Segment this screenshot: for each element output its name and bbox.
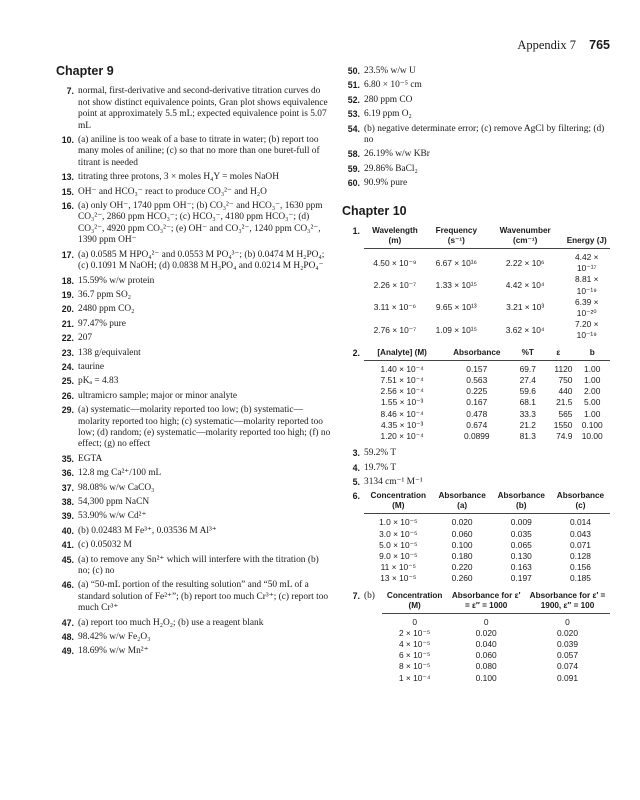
answer-item: [56, 511, 332, 522]
answer-item: [56, 376, 332, 387]
table-cell: 0.225: [466, 386, 488, 397]
answer-text: normal, first-derivative and second-derivative titration curves do not show distinct equivalence points, Gran plot shows equivalence point at approximately 5.5 mL; expected equivalence point is 5.07 mL: [78, 86, 328, 131]
table-cell: 0.065: [510, 539, 532, 550]
table-cell: 0: [483, 616, 489, 627]
answer-text: (b) negative determinate error; (c) remove AgCl by filtering; (d) no: [364, 123, 605, 146]
table-cell: 1.55 × 10⁻³: [380, 397, 424, 408]
table-row: [364, 431, 610, 442]
answer-number: 3.: [352, 448, 360, 459]
answer-text: (a) “50-mL portion of the resulting solution” and “50 mL of a standard solution of Fe²⁺”; (b) report too much Cr³⁺; (c) report too much Cr³⁺: [78, 580, 329, 614]
left-column: [56, 66, 332, 661]
table-cell: 0.039: [557, 638, 578, 649]
answer-text: taurine: [78, 361, 105, 372]
analyte-table: [364, 348, 610, 442]
answer-item: [56, 290, 332, 301]
answer-1: [342, 226, 612, 342]
table-cell: 8 × 10⁻⁵: [398, 661, 431, 672]
table-row: [364, 375, 610, 386]
answer-text: 15.59% w/w protein: [78, 275, 155, 286]
chapter-9-answers-continued: [342, 66, 612, 190]
column-header: Absorbance (c): [551, 491, 610, 514]
table-cell: 0.057: [557, 650, 578, 661]
table-row: [364, 360, 610, 375]
column-header: Wavelength (m): [364, 226, 426, 249]
chapter-10-title: Chapter 10: [342, 203, 407, 218]
table-cell: 1.20 × 10⁻⁴: [380, 430, 424, 441]
table-cell: 5.00: [584, 397, 601, 408]
answer-number: 48.: [61, 632, 74, 643]
column-header: Energy (J): [563, 226, 610, 249]
table-cell: 81.3: [519, 430, 536, 441]
table-cell: 1.33 × 10¹⁵: [435, 280, 478, 291]
answer-number: 22.: [61, 333, 74, 344]
answer-item: [56, 580, 332, 614]
table-cell: 0.060: [475, 650, 497, 661]
answer-text: 19.7% T: [364, 462, 397, 473]
answer-text: 207: [78, 333, 93, 344]
answer-number: 6.: [352, 491, 360, 502]
answer-number: 2.: [352, 347, 360, 358]
answer-7: [342, 591, 612, 684]
answer-item: [342, 80, 612, 91]
table-row: [364, 420, 610, 431]
answer-number: 47.: [61, 617, 74, 628]
page-number: 765: [589, 38, 610, 52]
answer-number: 49.: [61, 646, 74, 657]
table-row: [382, 613, 610, 628]
table-cell: 1.0 × 10⁻⁵: [379, 517, 418, 528]
table-row: [382, 628, 610, 639]
answer-item: [56, 526, 332, 537]
answer-number: 13.: [61, 172, 74, 183]
answer-number: 7.: [352, 590, 360, 601]
table-cell: 0.563: [466, 374, 488, 385]
chapter-10-short-answers: [342, 448, 612, 488]
answer-item: [56, 391, 332, 402]
table-cell: 0.100: [475, 672, 497, 683]
column-header: Absorbance for ε′ = ε″ = 1000: [447, 591, 525, 614]
answer-number: 4.: [352, 462, 360, 473]
column-header: b: [574, 348, 610, 361]
answer-text: 6.80 × 10⁻⁵ cm: [364, 80, 422, 91]
table-cell: 1120: [554, 363, 573, 374]
table-cell: 9.65 × 10¹³: [435, 302, 477, 313]
answer-item: [56, 405, 332, 451]
table-cell: 27.4: [519, 374, 536, 385]
answer-number: 50.: [347, 66, 360, 76]
table-cell: 0.167: [466, 397, 488, 408]
answer-text: pKₐ = 4.83: [78, 376, 119, 387]
table-cell: 750: [558, 374, 573, 385]
answer-text: (a) report too much H₂O₂; (b) use a reagent blank: [78, 617, 264, 628]
answer-text: 29.86% BaCl₂: [364, 163, 418, 174]
table-row: [382, 673, 610, 684]
table-cell: 0.035: [510, 528, 532, 539]
table-cell: 0.020: [475, 627, 497, 638]
table-cell: 2 × 10⁻⁵: [398, 627, 431, 638]
answer-6: [342, 491, 612, 584]
answer-number: 38.: [61, 497, 74, 507]
answer-number: 23.: [61, 347, 74, 358]
table-row: [364, 562, 610, 573]
table-cell: 0.128: [569, 550, 591, 561]
answer-number: 54.: [347, 123, 360, 134]
answer-text: (c) 0.05032 M: [78, 540, 132, 551]
answer-text: 2480 ppm CO₂: [78, 304, 135, 315]
table-cell: 5.0 × 10⁻⁵: [379, 539, 418, 550]
answer-text: 54,300 ppm NaCN: [78, 497, 150, 507]
answer-number: 37.: [61, 482, 74, 493]
answer-number: 19.: [61, 289, 74, 300]
table-cell: 0: [565, 616, 570, 627]
answer-number: 26.: [61, 390, 74, 401]
table-cell: 0.197: [510, 573, 532, 584]
answer-item: [56, 135, 332, 169]
answer-number: 36.: [61, 468, 74, 479]
answer-item: [56, 250, 332, 273]
answer-number: 51.: [347, 80, 360, 91]
table-cell: 0.130: [510, 550, 532, 561]
answer-item: [342, 477, 612, 488]
table-cell: 0.071: [569, 539, 591, 550]
answer-item: [342, 164, 612, 175]
answer-number: 5.: [352, 476, 360, 487]
answer-text: 97.47% pure: [78, 318, 126, 329]
answer-text: 26.19% w/w KBr: [364, 149, 430, 160]
table-cell: 59.6: [519, 386, 536, 397]
table-cell: 1.09 × 10¹⁵: [435, 324, 478, 335]
answer-number: 18.: [61, 275, 74, 286]
table-cell: 6 × 10⁻⁵: [398, 650, 431, 661]
table-cell: 0.060: [451, 528, 473, 539]
answer-number: 60.: [347, 178, 360, 189]
table-cell: 33.3: [519, 408, 536, 419]
answer-text: 90.9% pure: [364, 178, 408, 189]
answer-item: [56, 86, 332, 132]
answer-item: [56, 540, 332, 551]
table-row: [364, 540, 610, 551]
table-row: [364, 386, 610, 397]
answer-number: 10.: [61, 135, 74, 146]
column-header: Absorbance (b): [492, 491, 551, 514]
table-row: [364, 319, 610, 341]
answer-item: [56, 187, 332, 198]
answer-text: (b) 0.02483 M Fe³⁺, 0.03536 M Al³⁺: [78, 525, 217, 536]
table-cell: 565: [558, 408, 573, 419]
table-row: [364, 274, 610, 296]
table-cell: 2.76 × 10⁻⁷: [373, 324, 417, 335]
answer-text: 98.42% w/w Fe₂O₃: [78, 632, 151, 643]
table-row: [364, 573, 610, 584]
answer-text: 3134 cm⁻¹ M⁻¹: [364, 476, 423, 487]
answer-number: 29.: [61, 405, 74, 416]
column-header: Concentration (M): [382, 591, 447, 614]
table-cell: 0.100: [581, 419, 603, 430]
answer-number: 24.: [61, 361, 74, 372]
answer-number: 35.: [61, 453, 74, 464]
answer-item: [342, 124, 612, 147]
table-cell: 0.185: [569, 573, 591, 584]
table-row: [364, 551, 610, 562]
answer-number: 7.: [66, 86, 74, 97]
answer-item: [56, 646, 332, 657]
column-header: Wavenumber (cm⁻¹): [487, 226, 564, 249]
answer-number: 58.: [347, 149, 360, 160]
answer-item: [56, 618, 332, 629]
answer-item: [56, 319, 332, 330]
answer-text: (a) 0.0585 M HPO₄²⁻ and 0.0553 M PO₄³⁻; (b) 0.0474 M H₂PO₄; (c) 0.1091 M NaOH; (d) 0.0838 M H₃PO₄ and 0.0214 M H₂PO₄⁻: [78, 249, 325, 272]
column-header: ε: [542, 348, 574, 361]
table-cell: 0.157: [466, 363, 488, 374]
answer-number: 40.: [61, 525, 74, 536]
answer-item: [342, 95, 612, 106]
table-cell: 7.20 × 10⁻¹⁹: [574, 319, 599, 341]
table-cell: 0: [412, 616, 417, 627]
answer-text: (a) to remove any Sn²⁺ which will interfere with the titration (b) no; (c) no: [78, 554, 319, 577]
table-cell: 3.0 × 10⁻⁵: [379, 528, 418, 539]
answer-text: 23.5% w/w U: [364, 66, 416, 76]
answer-item: [56, 632, 332, 643]
table-cell: 0.0899: [463, 430, 490, 441]
table-cell: 4.50 × 10⁻⁹: [373, 257, 417, 268]
column-header: [Analyte] (M): [364, 348, 440, 361]
table-cell: 0.091: [557, 672, 578, 683]
table-cell: 4.42 × 10⁻¹⁷: [574, 252, 599, 274]
table-cell: 4 × 10⁻⁵: [398, 638, 431, 649]
answer-item: [342, 109, 612, 120]
table-cell: 6.67 × 10¹⁶: [435, 257, 477, 268]
page-header: [517, 38, 610, 53]
answer-text: ultramicro sample; major or minor analyte: [78, 390, 238, 401]
table-cell: 9.0 × 10⁻⁵: [379, 550, 418, 561]
answer-text: EGTA: [78, 453, 103, 464]
answer-text: (a) aniline is too weak of a base to titrate in water; (b) report too many moles of aniline; (c) so that no more than one buret-full of titrant is needed: [78, 135, 320, 168]
column-header: Frequency (s⁻¹): [426, 226, 487, 249]
table-row: [382, 650, 610, 661]
table-cell: 0.478: [466, 408, 488, 419]
answer-text: 6.19 ppm O₂: [364, 109, 412, 120]
answer-number: 17.: [61, 249, 74, 260]
answer-text: 18.69% w/w Mn²⁺: [78, 646, 149, 657]
answer-number: 53.: [347, 109, 360, 120]
column-header: Absorbance for ε′ = 1900, ε″ = 100: [525, 591, 610, 614]
absorbance-table: [382, 591, 610, 684]
table-cell: 2.56 × 10⁻⁴: [380, 386, 424, 397]
answer-text: OH⁻ and HCO₃⁻ react to produce CO₃²⁻ and H₂O: [78, 186, 267, 197]
table-cell: 21.2: [519, 419, 536, 430]
table-cell: 68.1: [519, 397, 536, 408]
wavelength-table: [364, 226, 610, 342]
answer-number: 16.: [61, 201, 74, 212]
answer-number: 45.: [61, 554, 74, 565]
answer-text: (a) only OH⁻, 1740 ppm OH⁻; (b) CO₃²⁻ and HCO₃⁻, 1630 ppm CO₃²⁻, 2860 ppm HCO₃⁻; (c) HCO₃⁻, 4180 ppm HCO₃⁻; (d) CO₃²⁻, 4920 ppm CO₃²⁻; (e) OH⁻ and CO₃²⁻, 1240 ppm CO₃²⁻, 1390 ppm OH⁻: [78, 201, 323, 246]
answer-text: 53.90% w/w Cd²⁺: [78, 511, 147, 522]
table-cell: 3.21 × 10³: [506, 302, 545, 313]
table-cell: 69.7: [519, 363, 536, 374]
column-header: Absorbance: [440, 348, 513, 361]
answer-item: [56, 454, 332, 465]
table-row: [382, 639, 610, 650]
table-cell: 0.163: [510, 562, 532, 573]
table-cell: 1.40 × 10⁻⁴: [380, 363, 424, 374]
column-header: Absorbance (a): [433, 491, 492, 514]
answer-item: [56, 172, 332, 183]
answer-number: 39.: [61, 511, 74, 522]
answer-number: 46.: [61, 580, 74, 591]
answer-text: 59.2% T: [364, 448, 397, 459]
answer-number: 15.: [61, 186, 74, 197]
table-cell: 8.81 × 10⁻¹⁹: [574, 274, 599, 296]
answer-text: 98.08% w/w CaCO₃: [78, 482, 155, 493]
table-cell: 0.674: [466, 419, 488, 430]
answer-item: [56, 348, 332, 359]
concentration-table: [364, 491, 610, 584]
answer-text: 280 ppm CO: [364, 94, 413, 105]
table-cell: 1.00: [584, 408, 601, 419]
answer-text: (a) systematic—molarity reported too low; (b) systematic—molarity reported too high; (c) systematic—molarity reported too low; (d) random; (e) systematic—molarity reported too high; (f) no effect; (g) no effect: [78, 405, 331, 450]
table-cell: 10.00: [581, 430, 603, 441]
answer-number: 21.: [61, 318, 74, 329]
answer-item: [342, 463, 612, 474]
chapter-9-title: Chapter 9: [56, 64, 114, 78]
answer-item: [56, 483, 332, 494]
table-cell: 1.00: [584, 363, 601, 374]
answer-number: 59.: [347, 163, 360, 174]
table-cell: 2.26 × 10⁻⁷: [373, 280, 417, 291]
table-cell: 0.080: [475, 661, 497, 672]
answer-item: [342, 178, 612, 189]
answer-item: [56, 362, 332, 373]
table-cell: 2.00: [584, 386, 601, 397]
answer-text: 12.8 mg Ca²⁺/100 mL: [78, 468, 162, 479]
table-row: [364, 397, 610, 408]
answer-number: 1.: [352, 226, 360, 237]
right-column: [342, 66, 612, 690]
answer-item: [56, 555, 332, 578]
answer-number: 41.: [61, 540, 74, 551]
column-header: %T: [513, 348, 542, 361]
answer-text: 36.7 ppm SO₂: [78, 289, 132, 300]
table-cell: 13 × 10⁻⁵: [380, 573, 417, 584]
table-cell: 440: [558, 386, 573, 397]
table-cell: 3.62 × 10⁴: [505, 324, 545, 335]
answer-item: [56, 304, 332, 315]
table-cell: 11 × 10⁻⁵: [380, 562, 417, 573]
answer-item: [56, 468, 332, 479]
table-cell: 1.00: [584, 374, 601, 385]
table-cell: 1 × 10⁻⁴: [398, 672, 431, 683]
table-cell: 0.074: [557, 661, 578, 672]
answer-item: [56, 497, 332, 508]
table-cell: 0.009: [510, 517, 532, 528]
table-cell: 0.020: [451, 517, 473, 528]
answer-item: [56, 201, 332, 247]
answer-item: [342, 448, 612, 459]
table-cell: 8.46 × 10⁻⁴: [380, 408, 424, 419]
answer-number: 20.: [61, 304, 74, 315]
table-cell: 0.100: [451, 539, 473, 550]
answer-text: titrating three protons, 3 × moles H₄Y = moles NaOH: [78, 172, 279, 183]
answer-item: [56, 276, 332, 287]
answer-part: (b): [364, 590, 375, 601]
running-head: Appendix 7: [517, 38, 577, 52]
table-row: [382, 661, 610, 672]
table-cell: 4.35 × 10⁻³: [380, 419, 424, 430]
answer-text: 138 g/equivalent: [78, 347, 141, 358]
table-row: [364, 249, 610, 275]
table-cell: 7.51 × 10⁻⁴: [380, 374, 424, 385]
table-cell: 0.020: [557, 627, 578, 638]
table-cell: 0.156: [569, 562, 591, 573]
table-row: [364, 529, 610, 540]
table-cell: 6.39 × 10⁻²⁰: [574, 296, 599, 319]
table-cell: 74.9: [556, 430, 573, 441]
answer-number: 52.: [347, 94, 360, 105]
table-cell: 3.11 × 10⁻⁶: [373, 302, 417, 313]
column-header: Concentration (M): [364, 491, 433, 514]
chapter-9-answers: [56, 86, 332, 657]
table-cell: 0.220: [451, 562, 473, 573]
table-cell: 4.42 × 10⁴: [505, 280, 545, 291]
table-cell: 0.040: [475, 638, 497, 649]
table-cell: 0.180: [451, 550, 473, 561]
table-cell: 0.014: [569, 517, 591, 528]
table-cell: 21.5: [556, 397, 573, 408]
table-row: [364, 409, 610, 420]
answer-number: 25.: [61, 376, 74, 387]
answer-item: [342, 149, 612, 160]
table-cell: 0.043: [569, 528, 591, 539]
table-cell: 0.260: [451, 573, 473, 584]
table-cell: 2.22 × 10⁶: [505, 257, 545, 268]
table-cell: 1550: [553, 419, 573, 430]
answer-item: [342, 66, 612, 77]
answer-item: [56, 333, 332, 344]
answer-2: [342, 348, 612, 442]
table-row: [364, 514, 610, 529]
table-row: [364, 297, 610, 319]
